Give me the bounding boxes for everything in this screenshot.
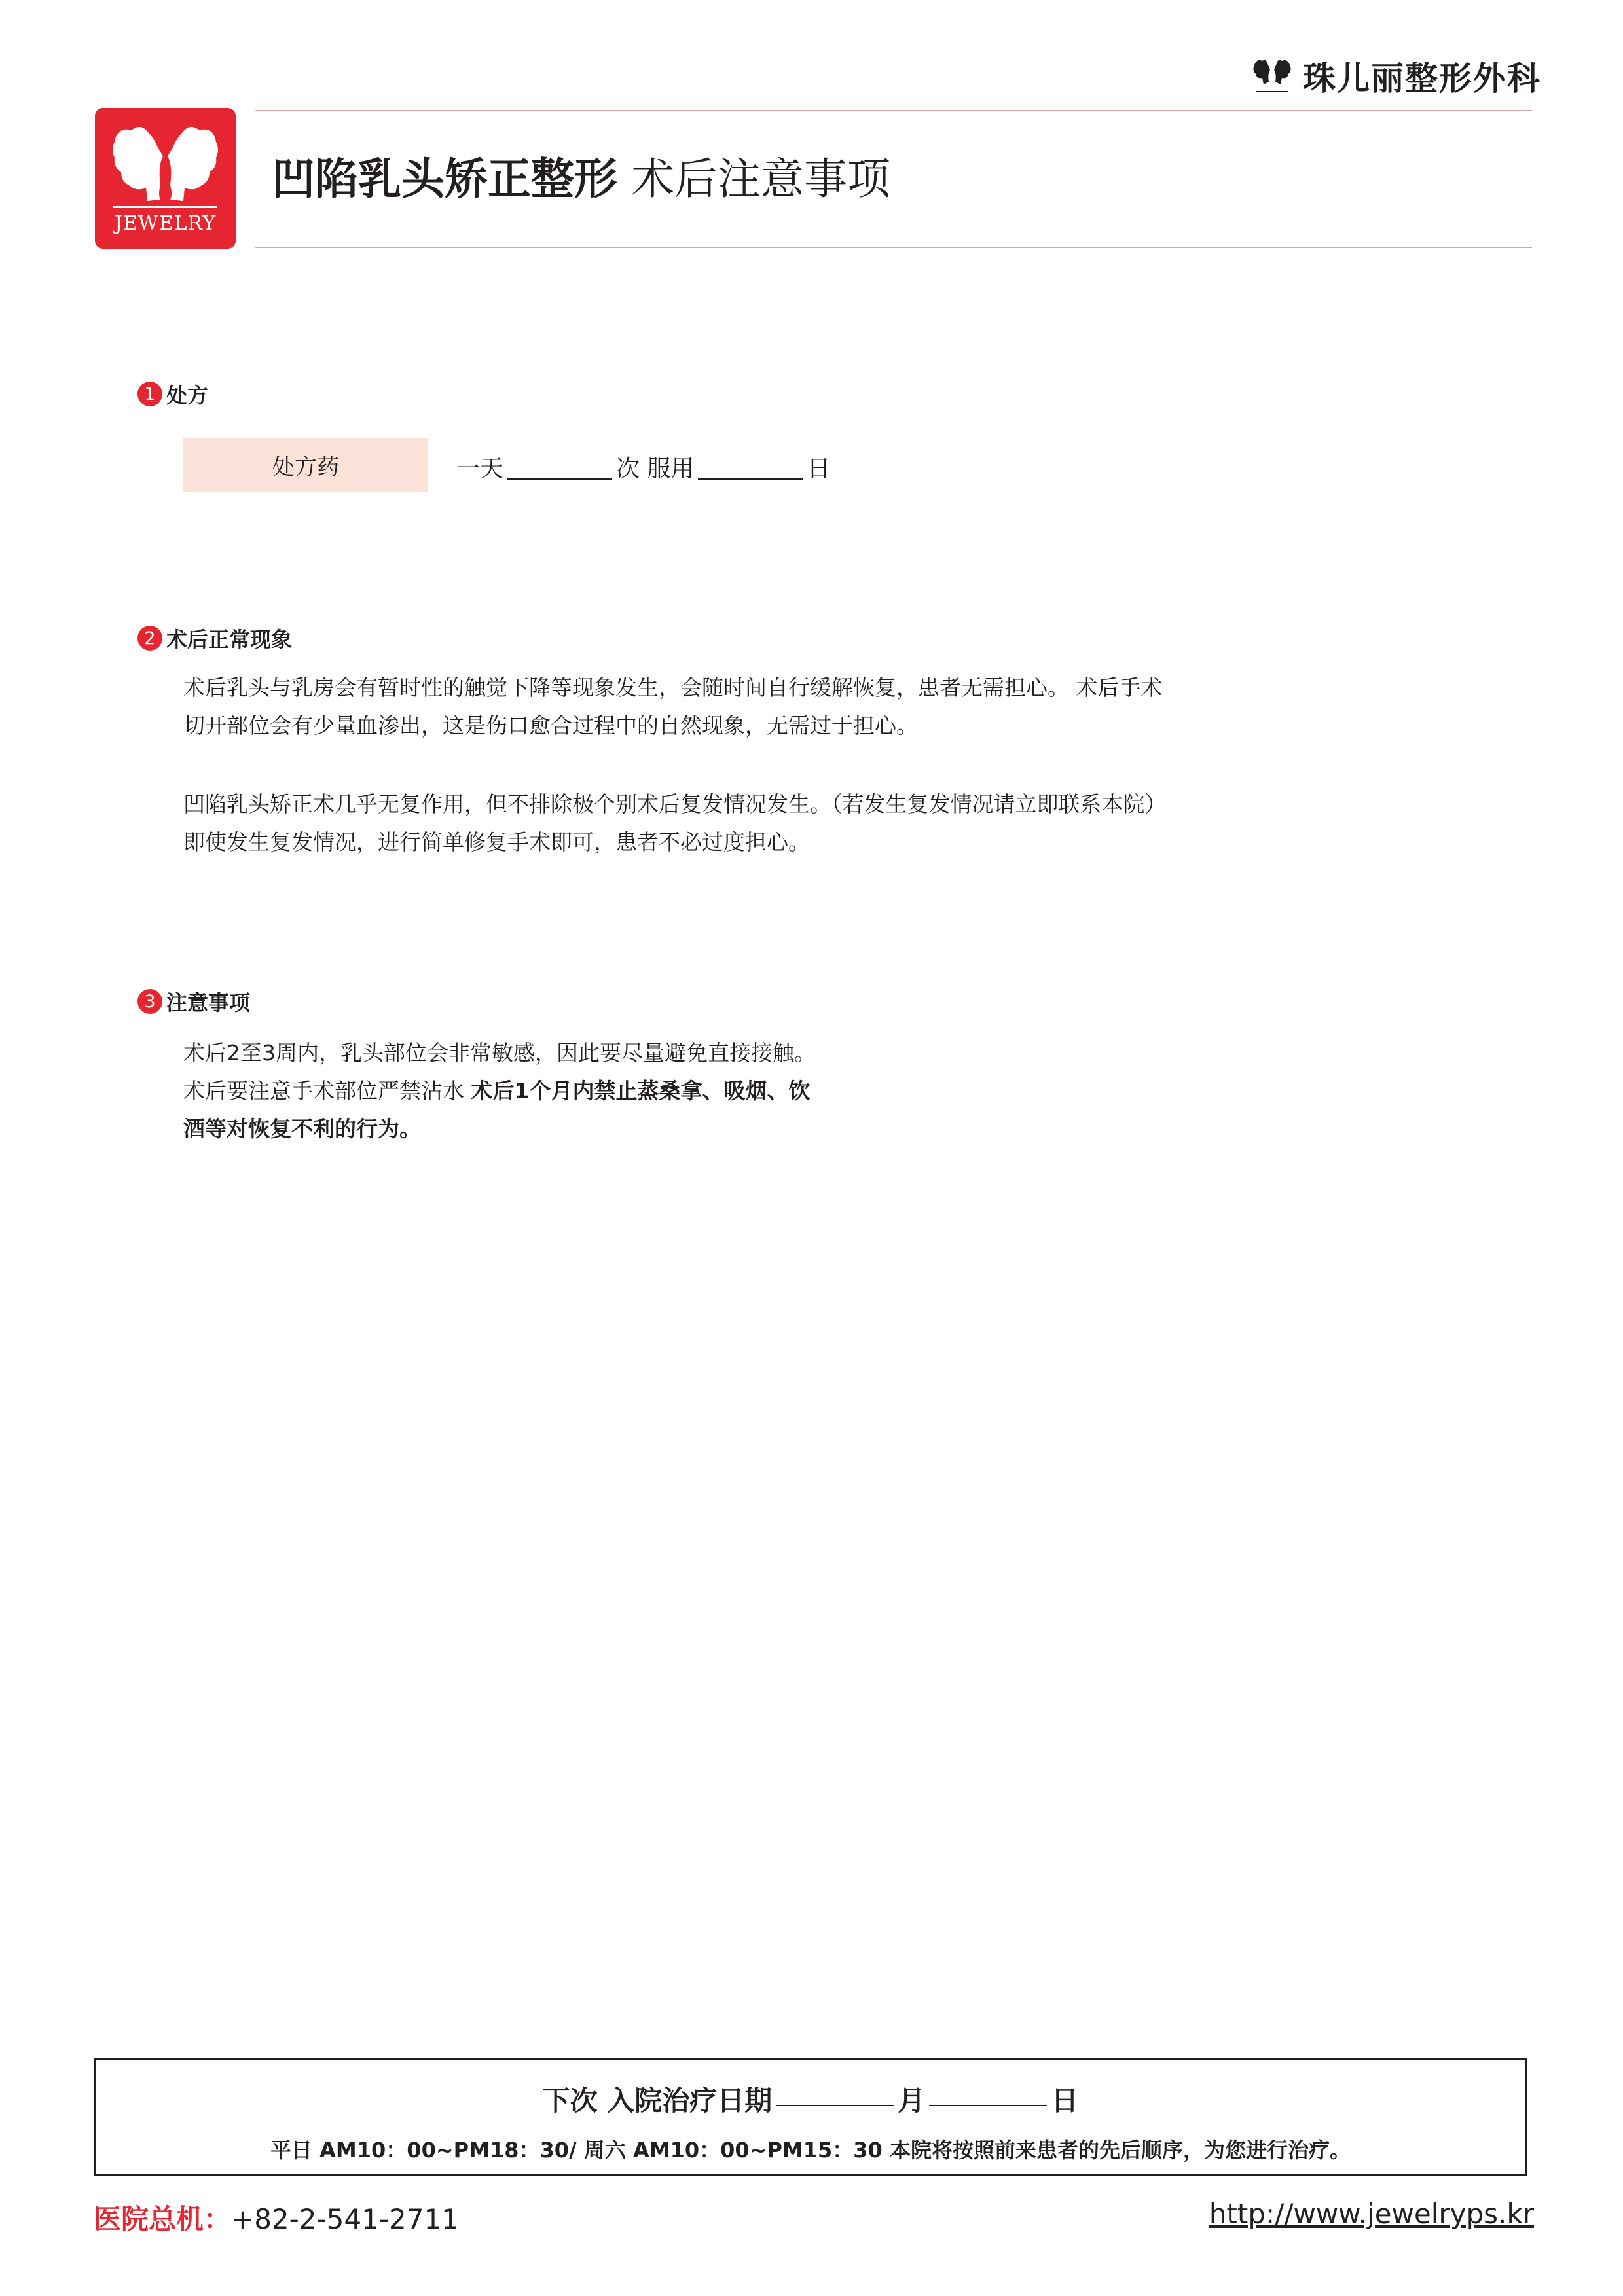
next-visit-day-label: 日 bbox=[1051, 2085, 1079, 2117]
section-heading-text: 术后正常现象 bbox=[166, 627, 293, 652]
brand-header bbox=[1250, 52, 1541, 99]
section-number-badge: 2 bbox=[137, 626, 162, 651]
header-rule-top bbox=[255, 110, 1532, 111]
logo-text: JEWELRY bbox=[114, 212, 217, 235]
next-visit-line bbox=[96, 2079, 1525, 2119]
dosage-days-blank[interactable] bbox=[698, 455, 803, 480]
dosage-suffix: 日 bbox=[807, 456, 831, 482]
title-main: 凹陷乳头矫正整形 bbox=[272, 154, 617, 204]
section-heading-text: 处方 bbox=[166, 383, 209, 408]
normal-symptoms-paragraph-1 bbox=[183, 669, 1163, 745]
clinic-hours: 平日 AM10：00~PM18：30/ 周六 AM10：00~PM15：30 本院将按照前来患者的先后顺序，为您进行治疗。 bbox=[270, 2138, 1351, 2162]
next-visit-month-blank[interactable] bbox=[776, 2079, 894, 2106]
next-visit-day-blank[interactable] bbox=[929, 2079, 1047, 2106]
section-heading-text: 注意事项 bbox=[166, 990, 251, 1015]
paragraph-line: 切开部位会有少量血渗出，这是伤口愈合过程中的自然现象，无需过于担心。 bbox=[183, 713, 918, 738]
dosage-times-blank[interactable] bbox=[507, 455, 612, 480]
paragraph-line: 术后乳头与乳房会有暂时性的触觉下降等现象发生，会随时间自行缓解恢复，患者无需担心。 术后手术 bbox=[183, 675, 1163, 700]
dosage-prefix: 一天 bbox=[456, 456, 504, 482]
prescription-label: 处方药 bbox=[272, 454, 339, 480]
section-precautions-heading bbox=[137, 986, 250, 1016]
prescription-label-box bbox=[183, 438, 428, 492]
header-rule-bottom bbox=[255, 247, 1532, 248]
paragraph-line: 术后2至3周内，乳头部位会非常敏感，因此要尽量避免直接接触。 bbox=[183, 1040, 816, 1066]
line-normal-text: 术后要注意手术部位严禁沾水 bbox=[183, 1078, 471, 1103]
hospital-phone bbox=[94, 2198, 459, 2237]
next-visit-label: 下次 入院治疗日期 bbox=[542, 2085, 773, 2117]
phone-number[interactable]: +82-2-541-2711 bbox=[231, 2203, 459, 2235]
paragraph-line bbox=[183, 1072, 816, 1110]
title-sub: 术后注意事项 bbox=[630, 154, 890, 204]
brand-mini-logo-icon bbox=[1250, 56, 1294, 96]
paragraph-line: 凹陷乳头矫正术几乎无复作用，但不排除极个别术后复发情况发生。（若发生复发情况请立即联系本院） bbox=[183, 791, 1167, 817]
section-prescription-heading bbox=[137, 379, 208, 409]
phone-label: 医院总机： bbox=[94, 2203, 232, 2235]
page-title bbox=[272, 152, 890, 207]
jewelry-logo-icon bbox=[95, 108, 236, 249]
next-visit-box bbox=[94, 2058, 1527, 2176]
paragraph-line: 酒等对恢复不利的行为。 bbox=[183, 1116, 421, 1141]
dosage-mid: 次 服用 bbox=[616, 456, 695, 482]
next-visit-month-label: 月 bbox=[898, 2085, 926, 2117]
precautions-paragraph bbox=[183, 1034, 816, 1148]
section-normal-symptoms-heading bbox=[137, 623, 292, 653]
paragraph-line: 即使发生复发情况，进行简单修复手术即可，患者不必过度担心。 bbox=[183, 829, 810, 855]
normal-symptoms-paragraph-2 bbox=[183, 785, 1167, 861]
section-number-badge: 3 bbox=[137, 989, 162, 1014]
line-bold-text: 术后1个月内禁止蒸桑拿、吸烟、饮 bbox=[471, 1078, 811, 1103]
website-link[interactable]: http://www.jewelryps.kr bbox=[1209, 2198, 1534, 2230]
prescription-dosage-line bbox=[456, 450, 830, 484]
jewelry-logo bbox=[95, 108, 236, 249]
section-number-badge: 1 bbox=[137, 382, 162, 406]
brand-name: 珠儿丽整形外科 bbox=[1303, 60, 1541, 98]
